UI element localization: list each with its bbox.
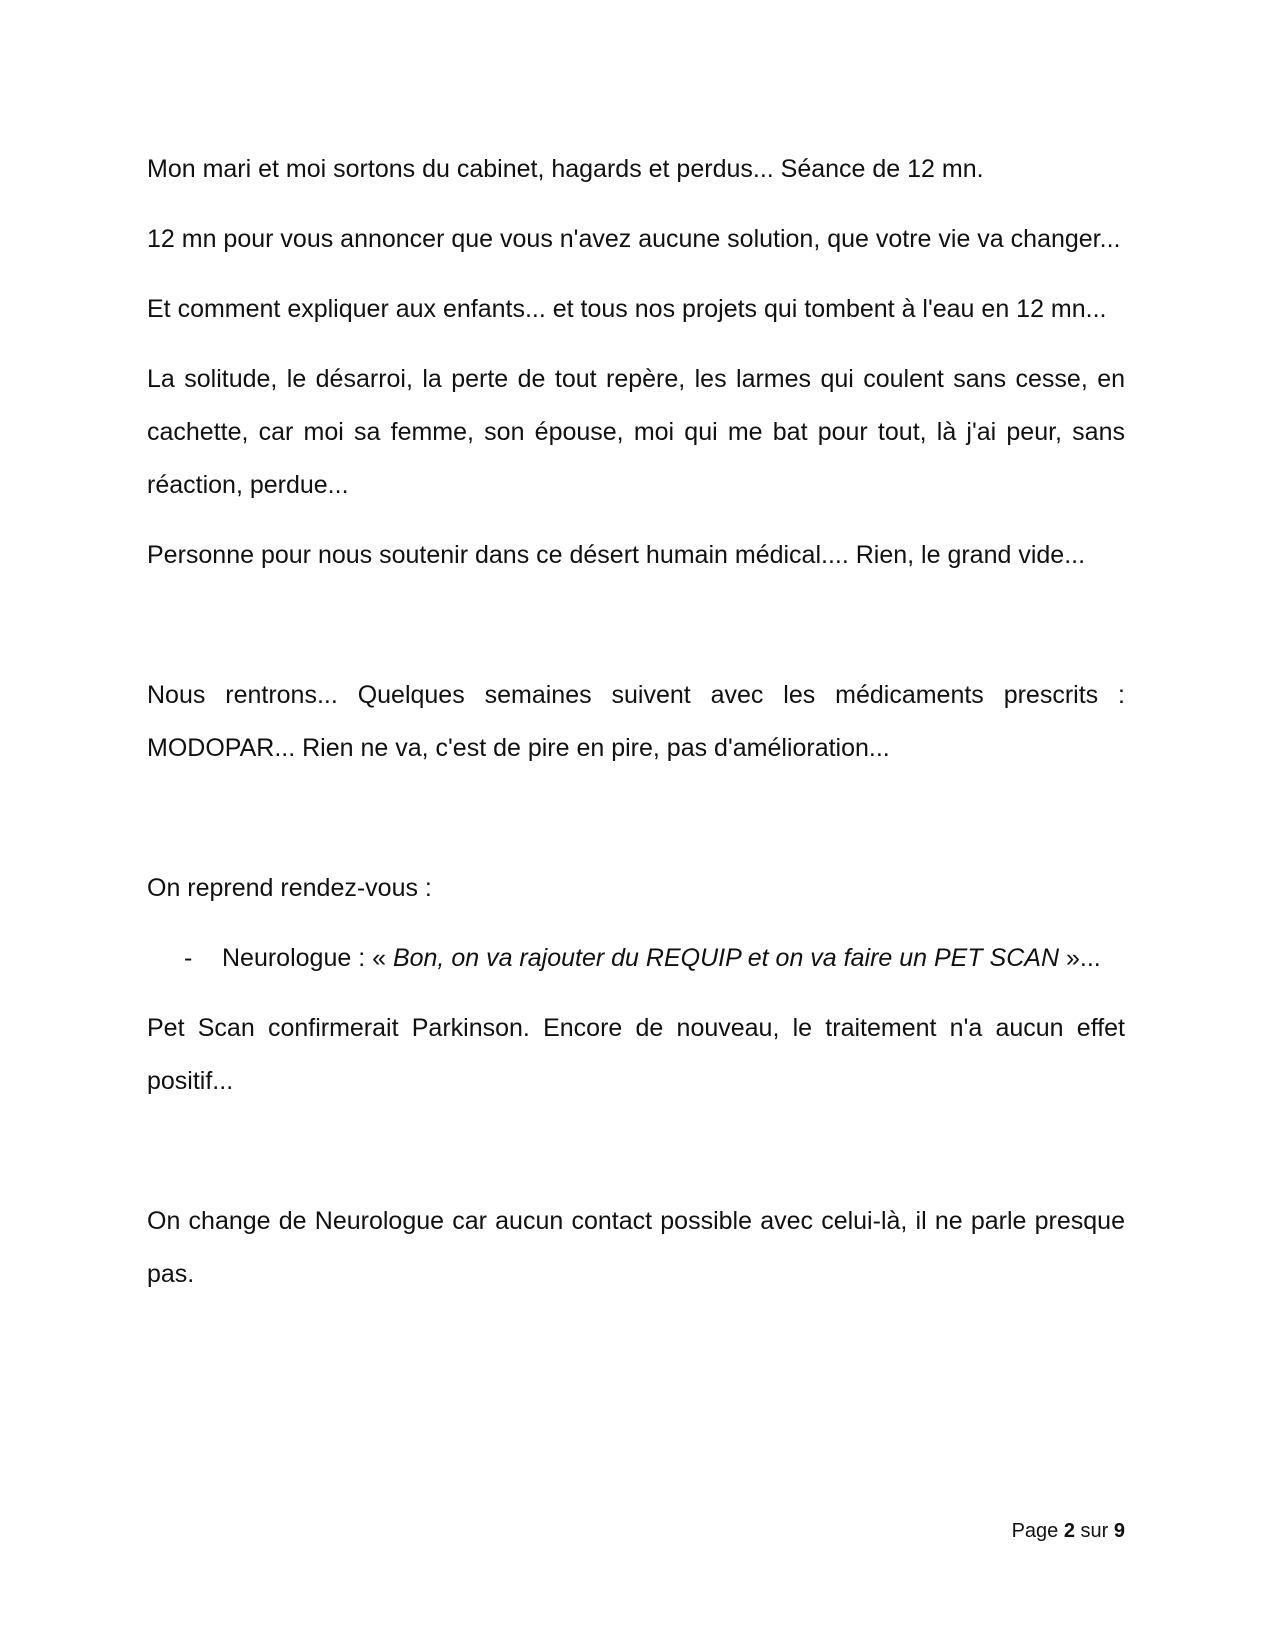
- page-current: 2: [1063, 1520, 1075, 1542]
- page-total: 9: [1113, 1520, 1125, 1542]
- bullet-quote: Bon, on va rajouter du REQUIP et on va faire un PET SCAN: [392, 944, 1060, 972]
- paragraph: 12 mn pour vous annoncer que vous n'avez aucune solution, que votre vie va changer...: [147, 225, 1121, 253]
- bullet-lead: Neurologue : «: [222, 944, 393, 972]
- page-footer: [1012, 1518, 1125, 1544]
- bullet-marker: -: [184, 944, 193, 972]
- paragraph: Et comment expliquer aux enfants... et tous nos projets qui tombent à l'eau en 12 mn...: [147, 295, 1107, 323]
- paragraph: La solitude, le désarroi, la perte de tout repère, les larmes qui coulent sans cesse, en cachette, car moi sa femme, son épouse, moi qui me bat pour tout, là j'ai peur, sans réaction, perdue...: [147, 365, 1125, 499]
- page-word: Page: [1011, 1520, 1064, 1542]
- document-body: [147, 143, 1125, 1301]
- bullet-tail: »...: [1059, 944, 1101, 972]
- paragraph: Mon mari et moi sortons du cabinet, hagards et perdus... Séance de 12 mn.: [147, 155, 984, 183]
- paragraph: Nous rentrons... Quelques semaines suivent avec les médicaments prescrits : MODOPAR... Rien ne va, c'est de pire en pire, pas d'amélioration...: [147, 681, 1125, 762]
- paragraph: Pet Scan confirmerait Parkinson. Encore de nouveau, le traitement n'a aucun effet positif...: [147, 1014, 1125, 1095]
- paragraph: On reprend rendez-vous :: [147, 874, 432, 902]
- paragraph: Personne pour nous soutenir dans ce désert humain médical.... Rien, le grand vide...: [147, 541, 1086, 569]
- paragraph: On change de Neurologue car aucun contact possible avec celui-là, il ne parle presque pas.: [147, 1207, 1125, 1288]
- bullet-item: [147, 932, 1125, 985]
- page-sur-word: sur: [1074, 1520, 1114, 1542]
